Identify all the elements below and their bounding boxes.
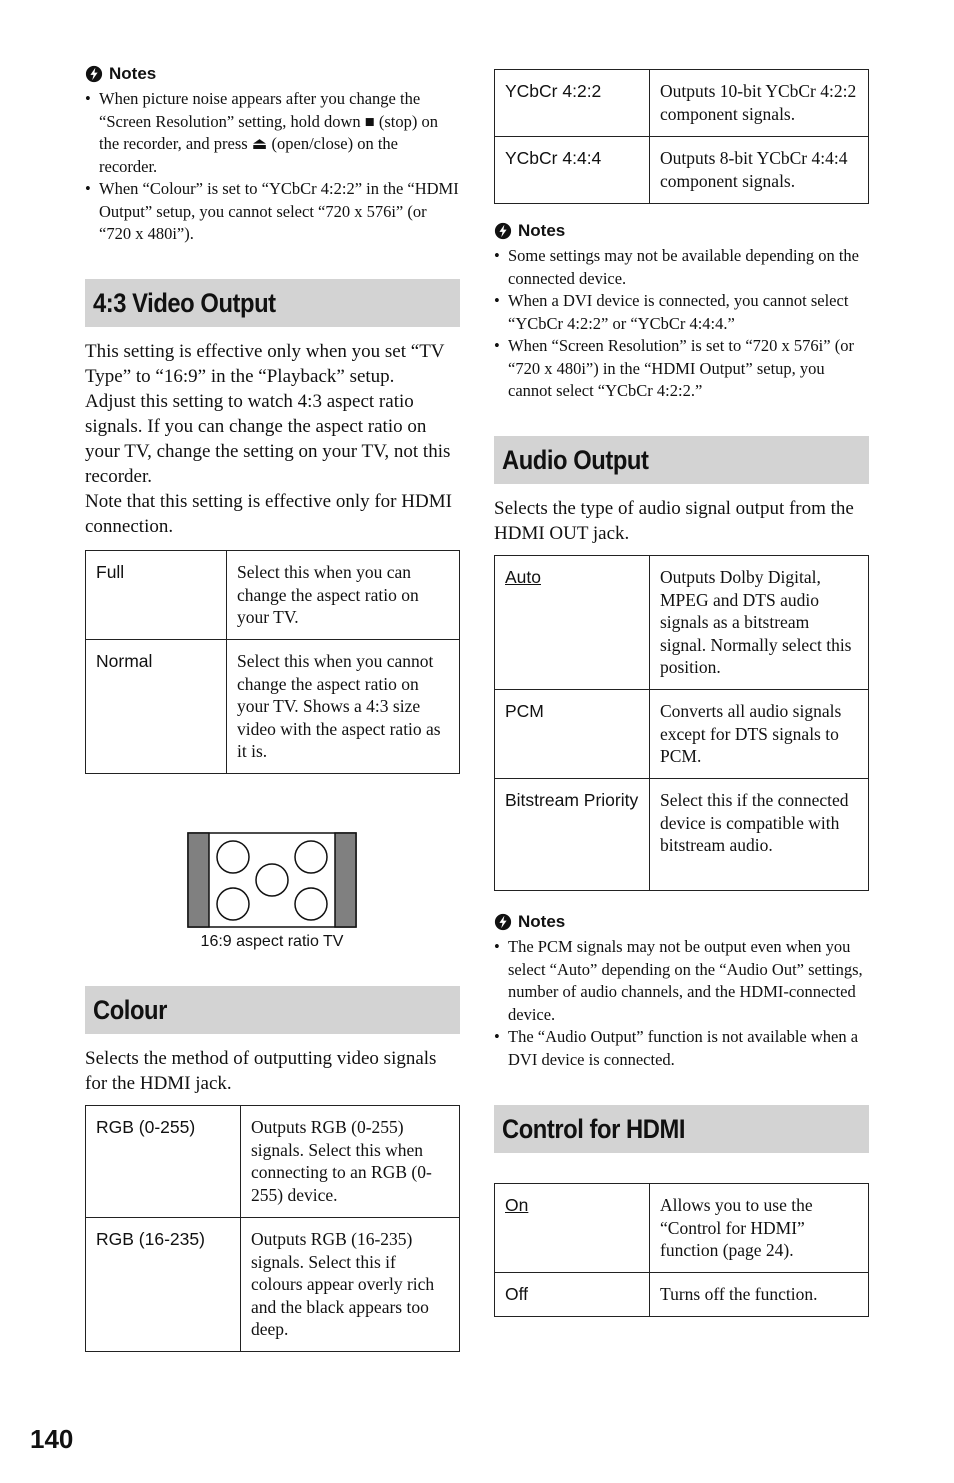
option-desc: Outputs RGB (16-235) signals. Select this if colours appear overly rich and the black appears too deep. <box>241 1218 460 1352</box>
option-desc: Allows you to use the “Control for HDMI” function (page 24). <box>650 1184 869 1273</box>
section-heading: Audio Output <box>494 436 869 484</box>
option-key: RGB (0-255) <box>86 1106 241 1218</box>
option-desc: Outputs 10-bit YCbCr 4:2:2 component signals. <box>650 70 869 137</box>
note-item: • When “Screen Resolution” is set to “720 x 576i” (or “720 x 480i”) in the “HDMI Output” setup, you cannot select “YCbCr 4:2:2.” <box>494 335 869 403</box>
section-heading: Control for HDMI <box>494 1105 869 1153</box>
table-row <box>86 551 460 640</box>
table-row <box>495 1273 869 1317</box>
options-table <box>494 1183 869 1317</box>
options-table <box>85 550 460 774</box>
notes-list <box>494 936 869 1071</box>
option-desc: Select this if the connected device is compatible with bitstream audio. <box>650 779 869 891</box>
audio-output-section <box>494 436 869 891</box>
option-key: Full <box>86 551 227 640</box>
video-output-section <box>85 279 460 774</box>
option-key: On <box>495 1184 650 1273</box>
notes-block-1 <box>85 64 460 246</box>
option-key: Off <box>495 1273 650 1317</box>
control-hdmi-section <box>494 1105 869 1317</box>
paragraph: Note that this setting is effective only for HDMI connection. <box>85 491 452 537</box>
note-item: • Some settings may not be available depending on the connected device. <box>494 245 869 290</box>
section-heading: 4:3 Video Output <box>85 279 460 327</box>
paragraph: Selects the type of audio signal output from the HDMI OUT jack. <box>494 498 854 544</box>
option-key: YCbCr 4:2:2 <box>495 70 650 137</box>
table-row <box>495 137 869 204</box>
option-key: YCbCr 4:4:4 <box>495 137 650 204</box>
notes-list <box>85 88 460 246</box>
table-row <box>86 640 460 774</box>
page-number: 140 <box>30 1424 74 1454</box>
aspect-ratio-figure <box>187 832 357 951</box>
figure-caption: 16:9 aspect ratio TV <box>200 933 344 950</box>
table-row <box>495 690 869 779</box>
section-heading: Colour <box>85 986 460 1034</box>
notes-heading: Notes <box>494 912 869 932</box>
tv-illustration <box>187 832 357 928</box>
option-desc: Outputs 8-bit YCbCr 4:4:4 component signals. <box>650 137 869 204</box>
option-desc: Outputs RGB (0-255) signals. Select this when connecting to an RGB (0-255) device. <box>241 1106 460 1218</box>
option-key: RGB (16-235) <box>86 1218 241 1352</box>
option-key: PCM <box>495 690 650 779</box>
notes-icon <box>85 65 103 83</box>
table-row <box>495 779 869 891</box>
option-desc: Converts all audio signals except for DTS signals to PCM. <box>650 690 869 779</box>
table-row <box>86 1106 460 1218</box>
notes-icon <box>494 913 512 931</box>
options-table <box>85 1105 460 1352</box>
option-key: Auto <box>495 556 650 690</box>
note-item: • When a DVI device is connected, you cannot select “YCbCr 4:2:2” or “YCbCr 4:4:4.” <box>494 290 869 335</box>
note-item: • The PCM signals may not be output even when you select “Auto” depending on the “Audio Out” settings, number of audio channels, and the HDMI-connected device. <box>494 936 869 1026</box>
table-row <box>495 1184 869 1273</box>
option-desc: Turns off the function. <box>650 1273 869 1317</box>
colour-section <box>85 986 460 1352</box>
table-row <box>86 1218 460 1352</box>
paragraph: This setting is effective only when you set “TV Type” to “16:9” in the “Playback” setup. <box>85 341 445 387</box>
options-table <box>494 555 869 891</box>
colour-options-table-cont <box>494 69 869 204</box>
option-desc: Outputs Dolby Digital, MPEG and DTS audio signals as a bitstream signal. Normally select this position. <box>650 556 869 690</box>
paragraph: Adjust this setting to watch 4:3 aspect ratio signals. If you can change the aspect ratio on your TV, change the setting on your TV, not this recorder. <box>85 391 451 487</box>
notes-heading: Notes <box>85 64 460 84</box>
notes-block-2 <box>494 221 869 403</box>
note-item: • When picture noise appears after you change the “Screen Resolution” setting, hold down ■ (stop) on the recorder, and press ⏏ (open/close) on the recorder. <box>85 88 460 178</box>
table-row <box>495 556 869 690</box>
option-desc: Select this when you cannot change the aspect ratio on your TV. Shows a 4:3 size video with the aspect ratio as it is. <box>227 640 460 774</box>
notes-list <box>494 245 869 403</box>
option-key: Normal <box>86 640 227 774</box>
table-row <box>495 70 869 137</box>
notes-icon <box>494 222 512 240</box>
option-desc: Select this when you can change the aspect ratio on your TV. <box>227 551 460 640</box>
note-item: • When “Colour” is set to “YCbCr 4:2:2” in the “HDMI Output” setup, you cannot select “720 x 576i” (or “720 x 480i”). <box>85 178 460 246</box>
paragraph: Selects the method of outputting video signals for the HDMI jack. <box>85 1048 437 1094</box>
note-item: • The “Audio Output” function is not available when a DVI device is connected. <box>494 1026 869 1071</box>
notes-block-3 <box>494 912 869 1071</box>
option-key: Bitstream Priority <box>495 779 650 891</box>
notes-heading: Notes <box>494 221 869 241</box>
